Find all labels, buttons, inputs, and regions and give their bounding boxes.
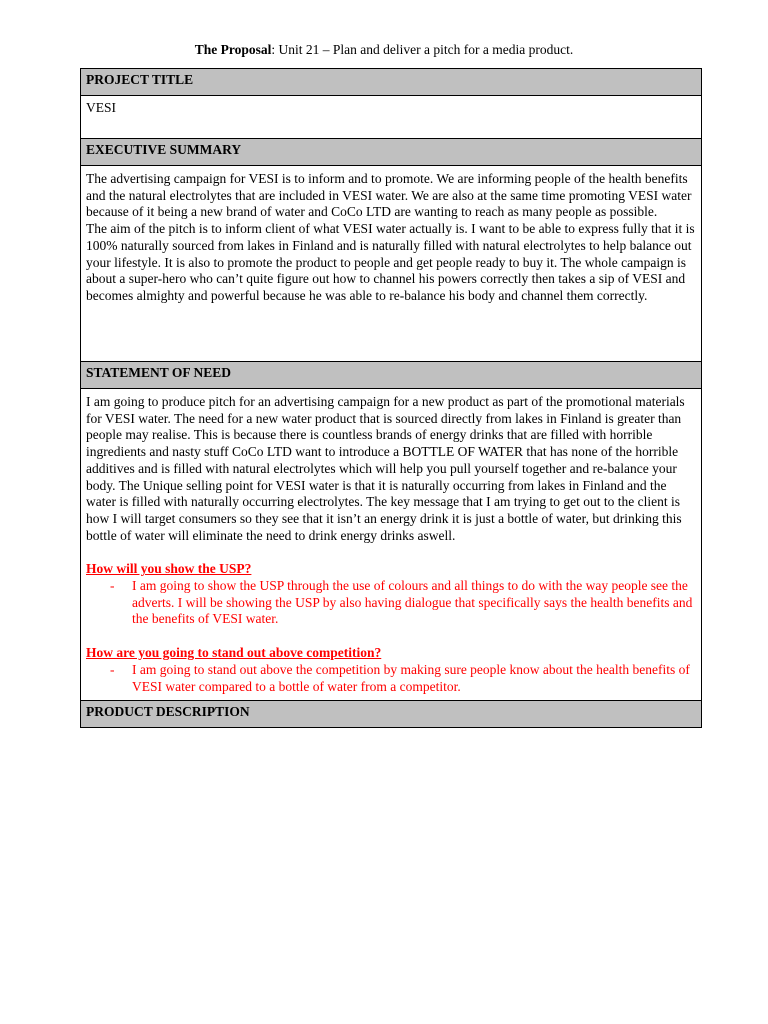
usp-answer-item [86, 578, 695, 628]
statement-of-need-body-row [81, 389, 702, 701]
project-title-heading: PROJECT TITLE [81, 69, 702, 96]
list-dash: - [110, 578, 115, 594]
list-dash: - [110, 661, 115, 677]
usp-answer-text: I am going to show the USP through the use of colours and all things to do with the way people see the adverts. I will be showing the USP by also having dialogue that specifically says the health benefits and the benefits of VESI water. [132, 578, 693, 627]
executive-summary-body [81, 166, 702, 362]
competition-answer-text: I am going to stand out above the competition by making sure people know about the health benefits of VESI water compared to a bottle of water from a competitor. [132, 661, 690, 694]
competition-answer-item [86, 662, 695, 695]
executive-summary-paragraph-1: The advertising campaign for VESI is to inform and to promote. We are informing people of the health benefits and the natural electrolytes that are included in VESI water. We are also at the same time promoting VESI water because of it being a new brand of water and CoCo LTD are wanting to reach as many people as possible. [86, 171, 692, 220]
product-description-heading: PRODUCT DESCRIPTION [81, 701, 702, 728]
proposal-form-table [80, 68, 702, 728]
competition-question: How are you going to stand out above competition? [86, 645, 382, 661]
project-title-header-row [81, 69, 702, 96]
document-title [0, 41, 768, 59]
usp-question: How will you show the USP? [86, 561, 252, 577]
product-description-header-row [81, 701, 702, 728]
document-title-bold: The Proposal [194, 42, 272, 57]
statement-of-need-header-row [81, 362, 702, 389]
executive-summary-heading: EXECUTIVE SUMMARY [81, 139, 702, 166]
project-title-value-row [81, 96, 702, 139]
usp-answer-list [86, 578, 695, 628]
project-title-value: VESI [81, 96, 702, 139]
statement-of-need-body [81, 389, 702, 701]
competition-answer-list [86, 662, 695, 695]
document-title-rest: : Unit 21 – Plan and deliver a pitch for a media product. [271, 42, 574, 57]
executive-summary-header-row [81, 139, 702, 166]
executive-summary-body-row [81, 166, 702, 362]
statement-of-need-paragraph: I am going to produce pitch for an advertising campaign for a new product as part of the promotional materials for VESI water. The need for a new water product that is sourced directly from lakes in Finland is greater than people may realise. This is because there is countless brands of energy drinks that are filled with horrible ingredients and nasty stuff CoCo LTD want to introduce a BOTTLE OF WATER that has none of the horrible additives and is filled with natural electrolytes which will help you pull yourself together and re-balance your body. The Unique selling point for VESI water is that it is naturally occurring from lakes in Finland and the water is filled with naturally occurring electrolytes. The key message that I am trying to get out to the client is how I will target consumers so they see that it isn’t an energy drink it is just a bottle of water, but drinking this bottle of water will eliminate the need to drink energy drinks aswell. [86, 394, 685, 543]
statement-of-need-heading: STATEMENT OF NEED [81, 362, 702, 389]
executive-summary-paragraph-2: The aim of the pitch is to inform client of what VESI water actually is. I want to be able to express fully that it is 100% naturally sourced from lakes in Finland and is naturally filled with natural electrolytes to help balance out your lifestyle. It is also to promote the product to people and get people ready to buy it. The whole campaign is about a super-hero who can’t quite figure out how to channel his powers correctly then takes a sip of VESI and becomes almighty and powerful because he was able to re-balance his body and channel them correctly. [86, 221, 695, 303]
